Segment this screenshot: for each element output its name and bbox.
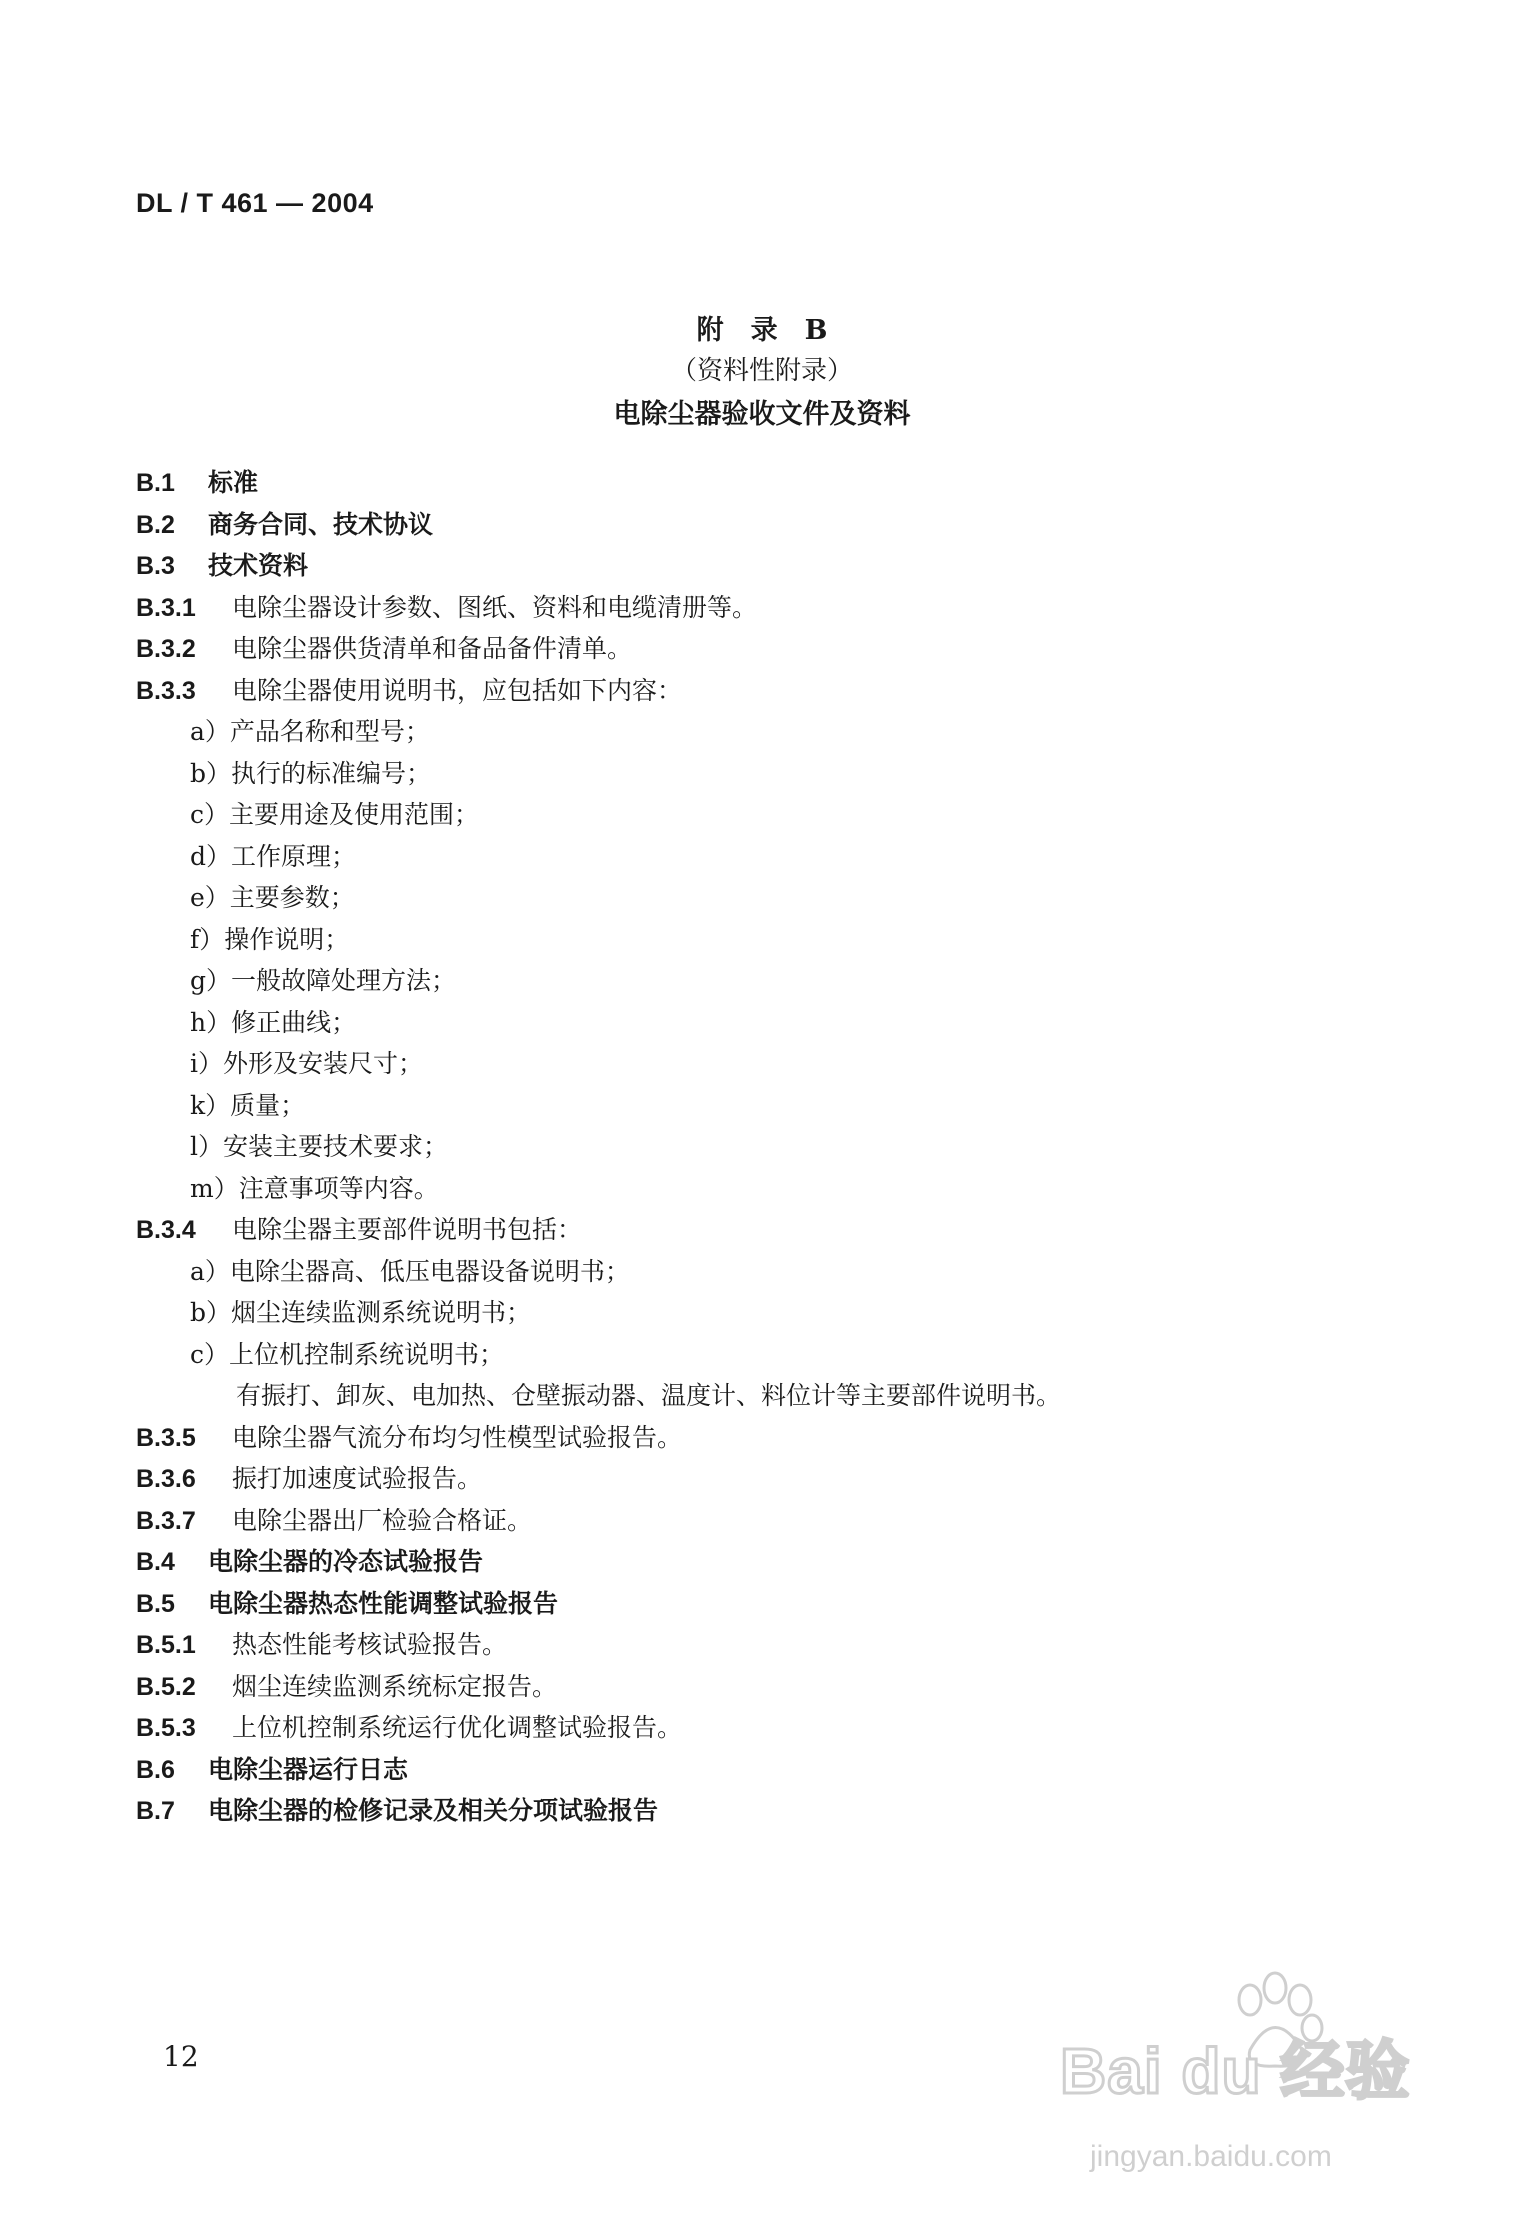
- section-text: 热态性能考核试验报告。: [232, 1630, 508, 1659]
- section-text: g）一般故障处理方法；: [190, 966, 457, 995]
- list-item: [190, 1049, 423, 1079]
- section-line: [136, 1547, 483, 1577]
- section-line: [136, 1589, 558, 1619]
- section-text: f）操作说明；: [190, 924, 350, 954]
- section-text: 电除尘器的检修记录及相关分项试验报告: [208, 1796, 659, 1825]
- section-text: 电除尘器气流分布均匀性模型试验报告。: [232, 1422, 683, 1452]
- section-number: B.5.1: [136, 1631, 196, 1659]
- section-text: m）注意事项等内容。: [190, 1173, 439, 1203]
- section-line: [136, 634, 632, 664]
- section-text: 烟尘连续监测系统标定报告。: [232, 1671, 558, 1701]
- section-line: [136, 1630, 507, 1660]
- section-number: B.3.7: [136, 1506, 196, 1535]
- section-line: [136, 551, 308, 581]
- section-number: B.3.6: [136, 1465, 196, 1493]
- section-text: a）产品名称和型号；: [190, 717, 430, 746]
- section-number: B.2: [136, 510, 175, 539]
- section-number: B.7: [136, 1797, 175, 1825]
- list-item: [190, 1008, 356, 1038]
- list-item: [190, 1257, 630, 1287]
- list-item: [190, 1132, 448, 1162]
- section-text: b）执行的标准编号；: [190, 758, 432, 788]
- section-text: a）电除尘器高、低压电器设备说明书；: [190, 1256, 630, 1286]
- watermark-brand: Bai du 经验: [1060, 2035, 1411, 2107]
- section-number: B.3.4: [136, 1216, 196, 1244]
- section-number: B.6: [136, 1755, 175, 1784]
- section-number: B.5.3: [136, 1714, 196, 1742]
- section-number: B.3.1: [136, 593, 196, 622]
- section-text: 电除尘器使用说明书，应包括如下内容：: [232, 675, 683, 705]
- section-text: 电除尘器供货清单和备品备件清单。: [232, 634, 633, 663]
- section-number: B.5.2: [136, 1672, 196, 1701]
- section-number: B.3.2: [136, 635, 196, 663]
- section-text: 电除尘器主要部件说明书包括：: [232, 1215, 583, 1244]
- list-item: [190, 1174, 439, 1204]
- list-item: [190, 925, 349, 955]
- list-item: [190, 759, 431, 789]
- section-text: 电除尘器热态性能调整试验报告: [208, 1588, 559, 1618]
- section-text: e）主要参数；: [190, 883, 355, 912]
- section-text: i）外形及安装尺寸；: [190, 1049, 423, 1078]
- section-text: 标准: [208, 468, 259, 497]
- section-text: b）烟尘连续监测系统说明书；: [190, 1298, 532, 1327]
- list-item: [190, 1091, 305, 1121]
- list-item: [190, 800, 479, 830]
- appendix-type: （资料性附录）: [670, 356, 853, 386]
- page-number: 12: [163, 2040, 199, 2073]
- baidu-watermark: [1060, 2000, 1430, 2200]
- section-line: [136, 1215, 582, 1245]
- section-text: c）主要用途及使用范围；: [190, 800, 480, 829]
- section-line: [136, 1506, 532, 1536]
- section-line: [136, 1713, 682, 1743]
- list-item: [190, 717, 430, 747]
- section-line: [136, 468, 258, 498]
- section-text: c）上位机控制系统说明书；: [190, 1339, 505, 1369]
- standard-code: DL / T 461 — 2004: [136, 188, 374, 218]
- section-text: h）修正曲线；: [190, 1007, 357, 1037]
- section-line: [136, 1464, 482, 1494]
- section-line: [136, 510, 433, 540]
- section-text: 振打加速度试验报告。: [232, 1464, 483, 1493]
- section-number: B.3.3: [136, 676, 196, 705]
- section-line: [136, 1755, 408, 1785]
- list-item: [190, 842, 356, 872]
- section-text: 商务合同、技术协议: [208, 509, 434, 539]
- appendix-title: 附 录 B: [696, 315, 828, 346]
- section-text: 技术资料: [208, 551, 309, 580]
- watermark-url: jingyan.baidu.com: [1090, 2140, 1332, 2173]
- section-line: [136, 1423, 682, 1453]
- section-text: 上位机控制系统运行优化调整试验报告。: [232, 1713, 683, 1742]
- section-text: k）质量；: [190, 1090, 306, 1120]
- list-item: [190, 1298, 531, 1328]
- section-text: 电除尘器运行日志: [208, 1754, 409, 1784]
- list-item: [190, 883, 355, 913]
- section-number: B.4: [136, 1548, 175, 1576]
- section-line: [136, 593, 757, 623]
- list-item: [236, 1381, 1061, 1411]
- section-text: 电除尘器设计参数、图纸、资料和电缆清册等。: [232, 592, 758, 622]
- section-number: B.1: [136, 469, 175, 497]
- list-item: [190, 1340, 504, 1370]
- section-text: l）安装主要技术要求；: [190, 1132, 448, 1161]
- section-line: [136, 1672, 557, 1702]
- list-item: [190, 966, 456, 996]
- section-text: 电除尘器的冷态试验报告: [208, 1547, 484, 1576]
- section-line: [136, 676, 682, 706]
- section-number: B.5: [136, 1589, 175, 1618]
- section-text: 电除尘器出厂检验合格证。: [232, 1505, 533, 1535]
- section-number: B.3: [136, 552, 175, 580]
- section-line: [136, 1796, 658, 1826]
- section-text: d）工作原理；: [190, 841, 357, 871]
- section-text: 有振打、卸灰、电加热、仓壁振动器、温度计、料位计等主要部件说明书。: [236, 1381, 1062, 1410]
- section-number: B.3.5: [136, 1423, 196, 1452]
- appendix-name: 电除尘器验收文件及资料: [613, 399, 911, 430]
